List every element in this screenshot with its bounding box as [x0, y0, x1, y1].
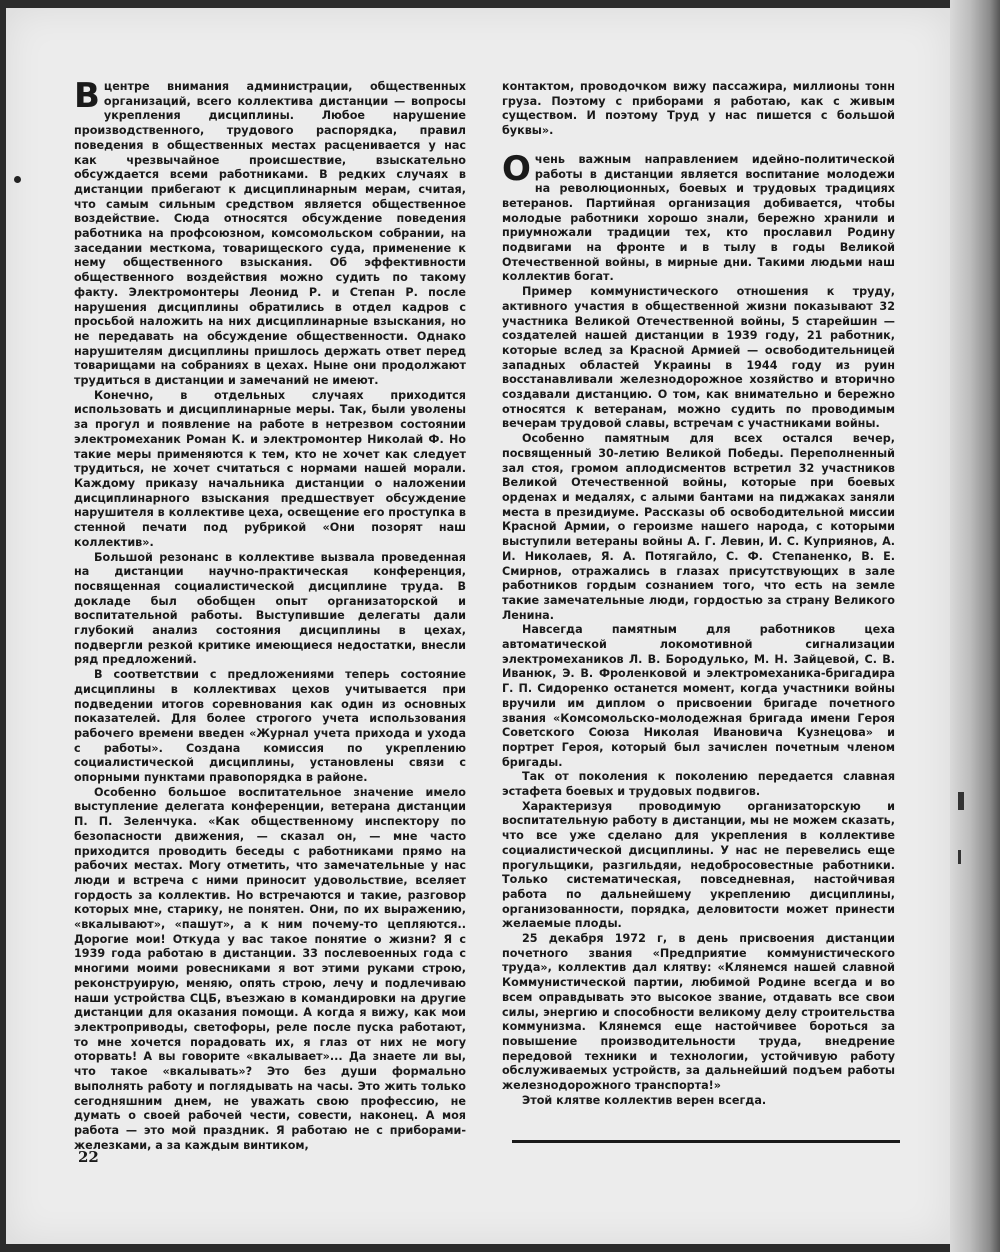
paragraph: Особенно большое воспитательное значение имело выступление делегата конференции, ветерана дистанции П. П. Зеленчука. «Как общественному инспектору по безопасности движения, — сказал он, — мне часто приходится проводить беседы с работниками прямо на рабочих местах. Могу отметить, что замечательные у нас люди и встреча с ними приносит удовольствие, вселяет гордость за коллектив. Но встречаются и такие, разговор которых мне, старику, не понятен. Они, по их выражению, «вкалывают», «пашут», а к ним почему-то цепляются.. Дорогие мои! Откуда у вас такое понятие о жизни? Я с 1939 года работаю в дистанции. 33 послевоенных года с многими моими ровесниками я вот этими руками строю, реконструирую, меняю, опять строю, лечу и подлечиваю наши устройства СЦБ, въезжаю в командировки на другие дистанции для оказания помощи. А когда я вижу, как мои электроприводы, светофоры, реле после пуска работают, то мне хочется порадовать их, я глаз от них не могу оторвать! А вы говорите «вкалывает»... Да знаете ли вы, что такое «вкалывать»? Это без души формально выполнять работу и поглядывать на часы. Это жить только сегодняшним днем, не уважать свою профессию, не думать о своей рабочей чести, совести, наконец. А моя работа — это мой праздник. Я работаю не с приборами-железками, а за каждым винтиком,: [74, 785, 466, 1152]
paragraph: Навсегда памятным для работников цеха автоматической локомотивной сигнализации электромехаников Л. В. Бородулько, М. Н. Зайцевой, С. В. Иванюк, Э. В. Фроленковой и электромеханика-бригадира Г. П. Сидоренко останется момент, когда участники войны вручили им диплом о присвоении бригаде почетного звания «Комсомольско-молодежная бригада имени Героя Советского Союза Николая Ивановича Кузнецова» и портрет Героя, который был зачислен почетным членом бригады.: [502, 623, 895, 769]
paragraph: Особенно памятным для всех остался вечер, посвященный 30-летию Великой Победы. Переполненный зал стоя, громом аплодисментов встретил 32 участников Великой Отечественной войны, которые при боевых орденах и медалях, с алыми бантами на пиджаках заняли места в президиуме. Рассказы об освободительной миссии Красной Армии, о героизме нашего народа, с которыми выступили ветераны войны А. Г. Левин, И. С. Куприянов, А. И. Николаев, Я. А. Потягайло, С. Ф. Степаненко, В. Е. Смирнов, отражались в глазах присутствующих в зале работников гордым сознанием того, что есть на земле такие замечательные люди, гордостью за страну Великого Ленина.: [502, 432, 895, 622]
paragraph: В соответствии с предложениями теперь состояние дисциплины в коллективах цехов учитывается при подведении итогов соревнования как один из основных показателей. Для более строгого учета использования рабочего времени введен «Журнал учета прихода и ухода с работы». Создана комиссия по укреплению социалистической дисциплины, установлены связи с опорными пунктами правопорядка в районе.: [74, 668, 466, 785]
spine-mark: [958, 850, 961, 864]
right-column: [502, 80, 895, 1109]
book-spine: [950, 0, 1000, 1252]
paragraph: [74, 76, 466, 389]
drop-cap: О: [502, 148, 531, 189]
page-number: 22: [78, 1148, 99, 1166]
left-column: [74, 76, 466, 1153]
paragraph: Характеризуя проводимую организаторскую и воспитательную работу в дистанции, мы не можем сказать, что все уже сделано для укрепления в коллективе социалистической дисциплины. У нас не перевелись еще прогульщики, разгильдяи, недобросовестные работники. Только систематическая, повседневная, настойчивая работа по дальнейшему укреплению дисциплины, организованности, порядка, деловитости может принести желаемые плоды.: [502, 799, 895, 931]
paragraph: Конечно, в отдельных случаях приходится использовать и дисциплинарные меры. Так, были уволены за прогул и появление на работе в нетрезвом состоянии электромеханик Роман К. и электромонтер Николай Ф. Но такие меры применяются к тем, кто не хочет как следует трудиться, не хочет считаться с нормами нашей морали. Каждому приказу начальника дистанции о наложении дисциплинарного взыскания предшествует обсуждение нарушителя в коллективе цеха, освещение его проступка в стенной печати под рубрикой «Они позорят наш коллектив».: [74, 388, 466, 549]
paragraph: Большой резонанс в коллективе вызвала проведенная на дистанции научно-практическая конференция, посвященная социалистической дисциплине труда. В докладе был обобщен опыт организаторской и воспитательной работы. Выступившие делегаты дали глубокий анализ состояния дисциплины в цехах, подвергли резкой критике имеющиеся недостатки, внесли ряд предложений.: [74, 550, 466, 667]
end-rule: [512, 1140, 900, 1143]
paragraph: 25 декабря 1972 г, в день присвоения дистанции почетного звания «Предприятие коммунистического труда», коллектив дал клятву: «Клянемся нашей славной Коммунистической партии, любимой Родине всегда и во всем оправдывать это высокое звание, отдавать все свои силы, энергию и способности великому делу строительства коммунизма. Клянемся еще настойчивее бороться за повышение производительности труда, внедрение передовой техники и технологии, устойчивую работу обслуживаемых устройств, за дальнейший подъем работы железнодорожного транспорта!»: [502, 932, 895, 1093]
drop-cap: В: [74, 76, 100, 116]
paragraph: Этой клятве коллектив верен всегда.: [522, 1093, 767, 1107]
paragraph-text: чень важным направлением идейно-политической работы в дистанции является воспитание молодежи на революционных, боевых и трудовых традициях ветеранов. Партийная организация добивается, чтобы молодые работники хорошо знали, бережно хранили и приумножали традиции тех, кто прославил Родину подвигами на фронте и в тылу в годы Великой Отечественной войны, в мирные дни. Такими людьми наш коллектив богат.: [502, 152, 895, 284]
paragraph-text: центре внимания администрации, общественных организаций, всего коллектива дистанции — вопросы укрепления дисциплины. Любое нарушение производственного, трудового распорядка, правил поведения в общественных местах расценивается у нас как чрезвычайное происшествие, взыскательно обсуждается всеми работниками. В редких случаях в дистанции прибегают к дисциплинарным мерам, считая, что самым сильным средством является общественное воздействие. Сюда относятся обсуждение поведения работника на профсоюзном, комсомольском собрании, на заседании месткома, товарищеского суда, применение к нему общественного взыскания. Об эффективности общественного воздействия можно судить по такому факту. Электромонтеры Леонид Р. и Степан Р. после нарушения дисциплины обратились в отдел кадров с просьбой наложить на них дисциплинарные взыскания, но не передавать на обсуждение общественности. Однако нарушителям дисциплины пришлось держать ответ перед товарищами на собраниях в цехах. Ныне они продолжают трудиться в дистанции и замечаний не имеют.: [74, 80, 466, 388]
spine-mark: [958, 792, 964, 810]
paragraph: Пример коммунистического отношения к труду, активного участия в общественной жизни показывают 32 участника Великой Отечественной войны, 5 старейшин — создателей нашей дистанции в 1939 году, 21 работник, которые вслед за Красной Армией — освободительницей западных областей Украины в 1944 году из руин восстанавливали железнодорожное хозяйство и вторично создавали дистанцию. О том, как внимательно и бережно относятся к ветеранам, можно судить по проводимым вечерам трудовой славы, встречам с участниками войны.: [502, 285, 895, 431]
paragraph: [502, 148, 895, 285]
paragraph: контактом, проводочком вижу пассажира, миллионы тонн груза. Поэтому с приборами я работаю, как с живым существом. И поэтому Труд у нас пишется с большой буквы».: [502, 80, 895, 138]
paragraph: Так от поколения к поколению передается славная эстафета боевых и трудовых подвигов.: [502, 770, 895, 799]
punch-mark: [14, 176, 21, 183]
